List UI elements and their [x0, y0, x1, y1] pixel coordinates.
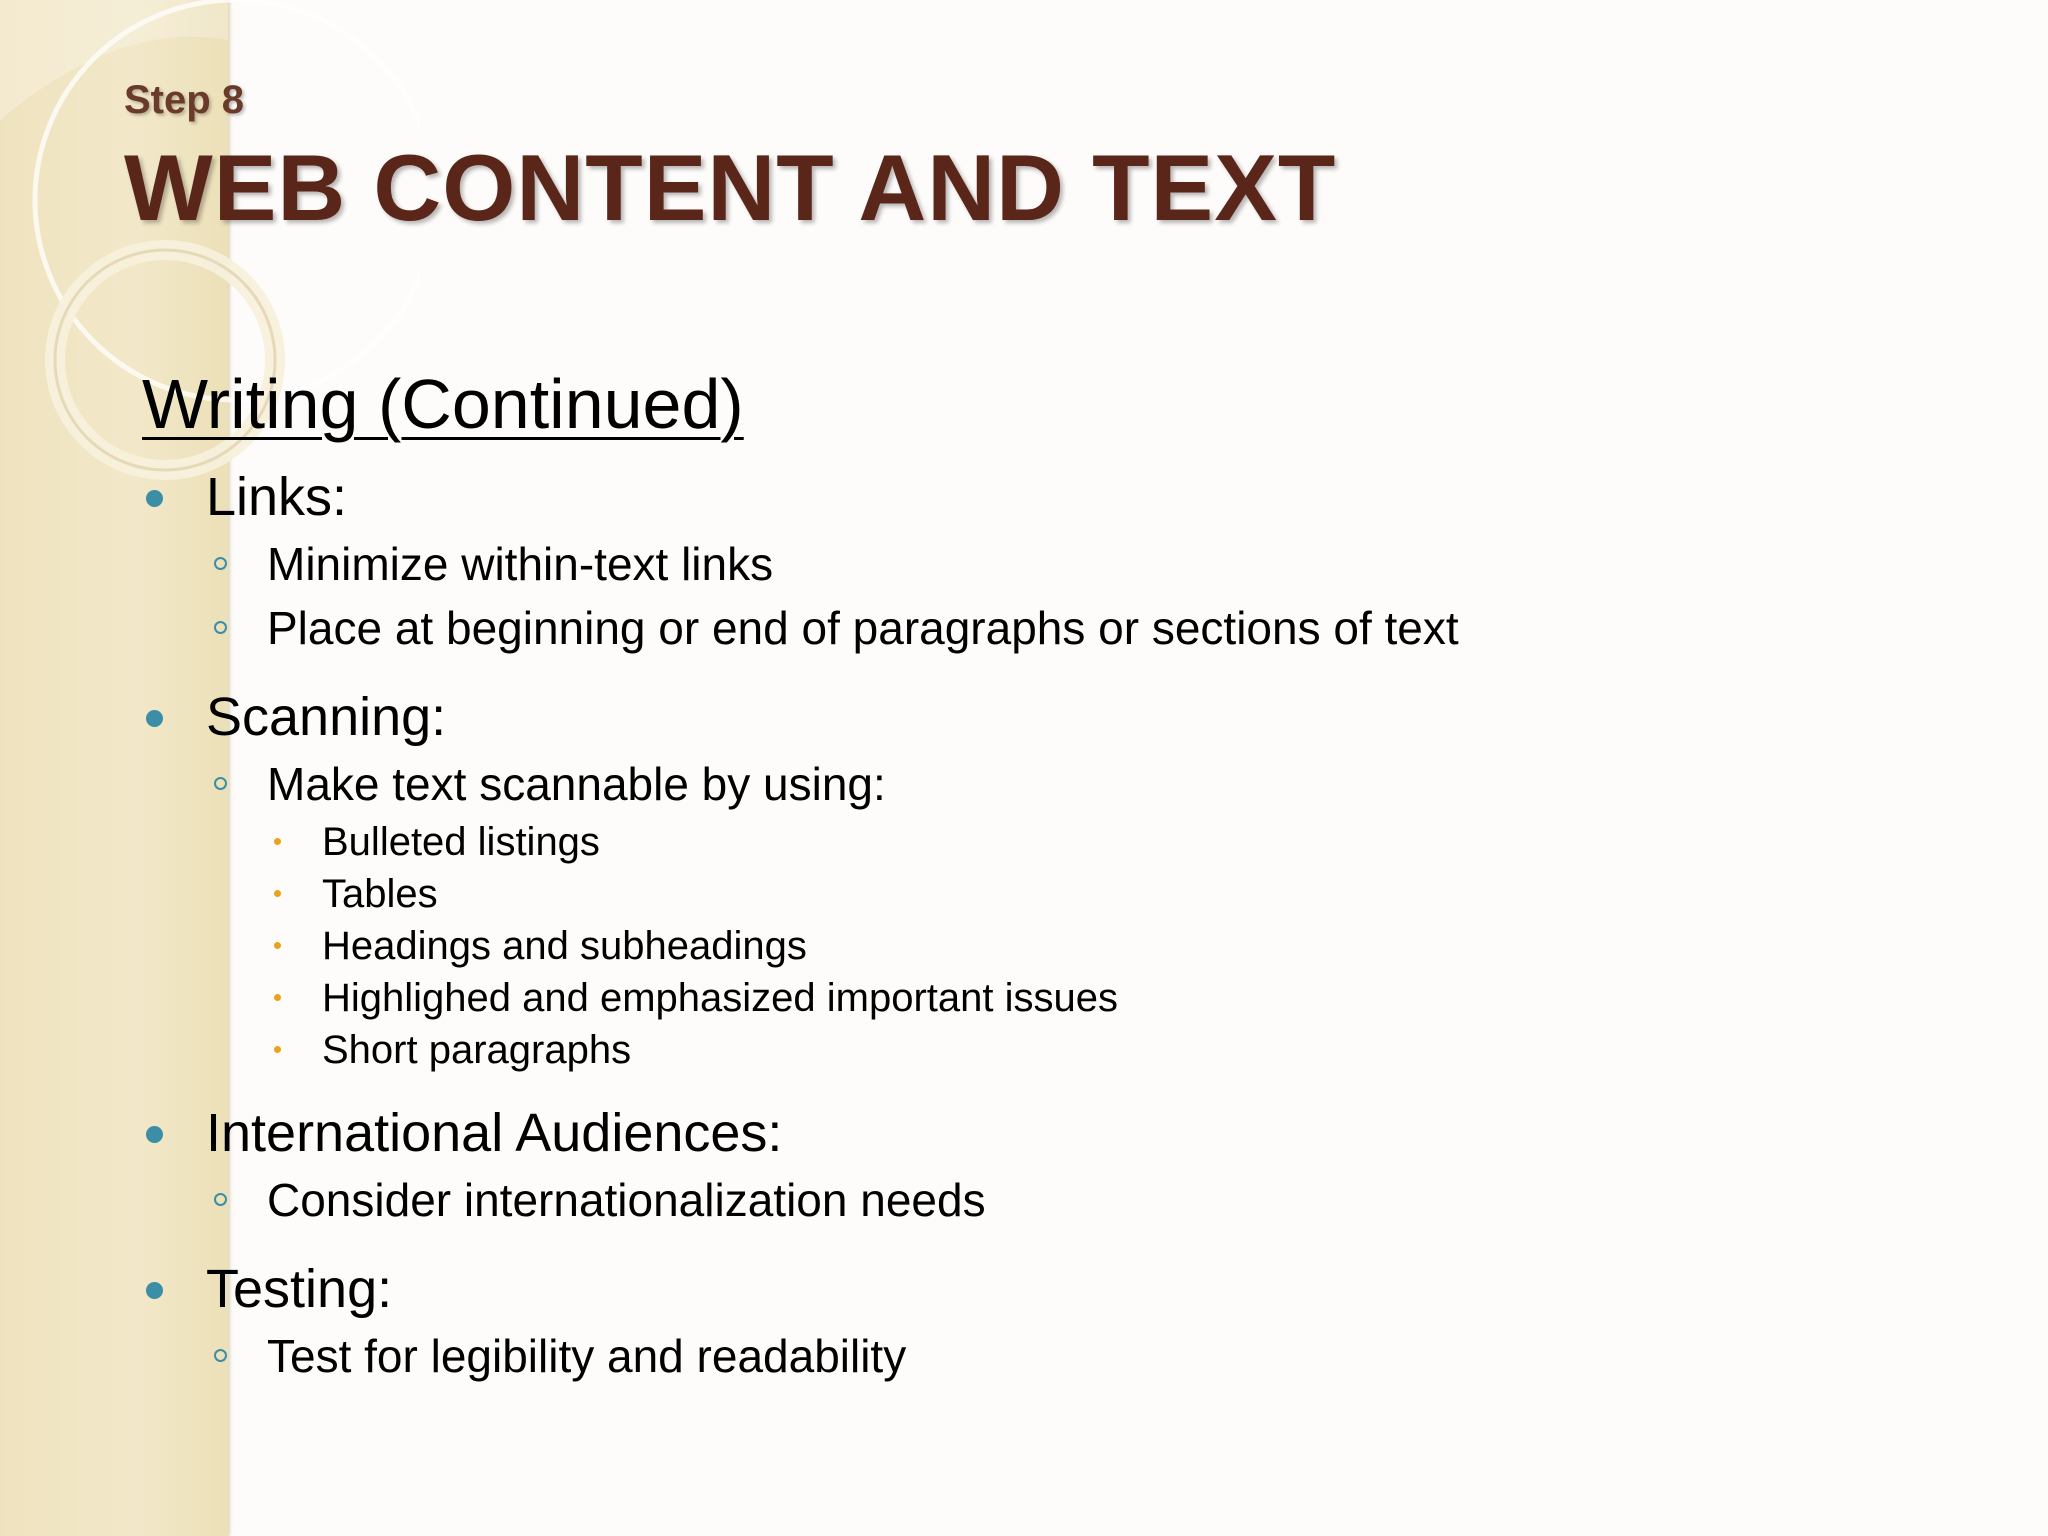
bullet-level1	[140, 1098, 2000, 1168]
bullet-level1	[140, 462, 2000, 532]
slide-content	[140, 360, 2000, 1388]
bullet-level1-text: Testing:	[206, 1259, 393, 1319]
bullet-ring-icon	[214, 1349, 227, 1362]
bullet-small-dot-icon	[274, 1046, 281, 1053]
bullet-dot-icon	[146, 1282, 163, 1299]
bullet-level1	[140, 1254, 2000, 1324]
bullet-ring-icon	[214, 557, 227, 570]
bullet-small-dot-icon	[274, 890, 281, 897]
bullet-level3-text: Short paragraphs	[322, 1028, 632, 1072]
bullet-small-dot-icon	[274, 994, 281, 1001]
bullet-dot-icon	[146, 710, 163, 727]
bullet-level1-text: International Audiences:	[206, 1103, 783, 1163]
bullet-ring-icon	[214, 621, 227, 634]
bullet-level2	[140, 1324, 2000, 1388]
bullet-level2	[140, 752, 2000, 816]
bullet-level3	[140, 1024, 2000, 1076]
bullet-level3-text: Headings and subheadings	[322, 924, 807, 968]
bullet-dot-icon	[146, 490, 163, 507]
bullet-level2-text: Consider internationalization needs	[267, 1174, 986, 1226]
bullet-level3	[140, 816, 2000, 868]
bullet-level3	[140, 972, 2000, 1024]
bullet-level3	[140, 868, 2000, 920]
bullet-level1-text: Links:	[206, 467, 348, 527]
bullet-level3-text: Bulleted listings	[322, 820, 600, 864]
bullet-list	[140, 462, 2000, 1388]
bullet-level3	[140, 920, 2000, 972]
bullet-level2-text: Make text scannable by using:	[267, 758, 886, 810]
step-label: Step 8	[124, 78, 245, 122]
bullet-level3-text: Highlighed and emphasized important issues	[322, 976, 1119, 1020]
bullet-level2	[140, 532, 2000, 596]
section-heading: Writing (Continued)	[142, 365, 744, 443]
slide-title: WEB CONTENT AND TEXT	[124, 135, 1337, 240]
bullet-level1-text: Scanning:	[206, 687, 447, 747]
bullet-ring-icon	[214, 1193, 227, 1206]
bullet-level2	[140, 1168, 2000, 1232]
bullet-level2	[140, 596, 2000, 660]
bullet-level2-text: Place at beginning or end of paragraphs or sections of text	[267, 602, 1459, 654]
bullet-dot-icon	[146, 1126, 163, 1143]
bullet-level2-text: Test for legibility and readability	[267, 1330, 907, 1382]
bullet-level1	[140, 682, 2000, 752]
bullet-level3-text: Tables	[322, 872, 438, 916]
bullet-small-dot-icon	[274, 942, 281, 949]
bullet-level2-text: Minimize within-text links	[267, 538, 774, 590]
bullet-small-dot-icon	[274, 838, 281, 845]
bullet-ring-icon	[214, 777, 227, 790]
